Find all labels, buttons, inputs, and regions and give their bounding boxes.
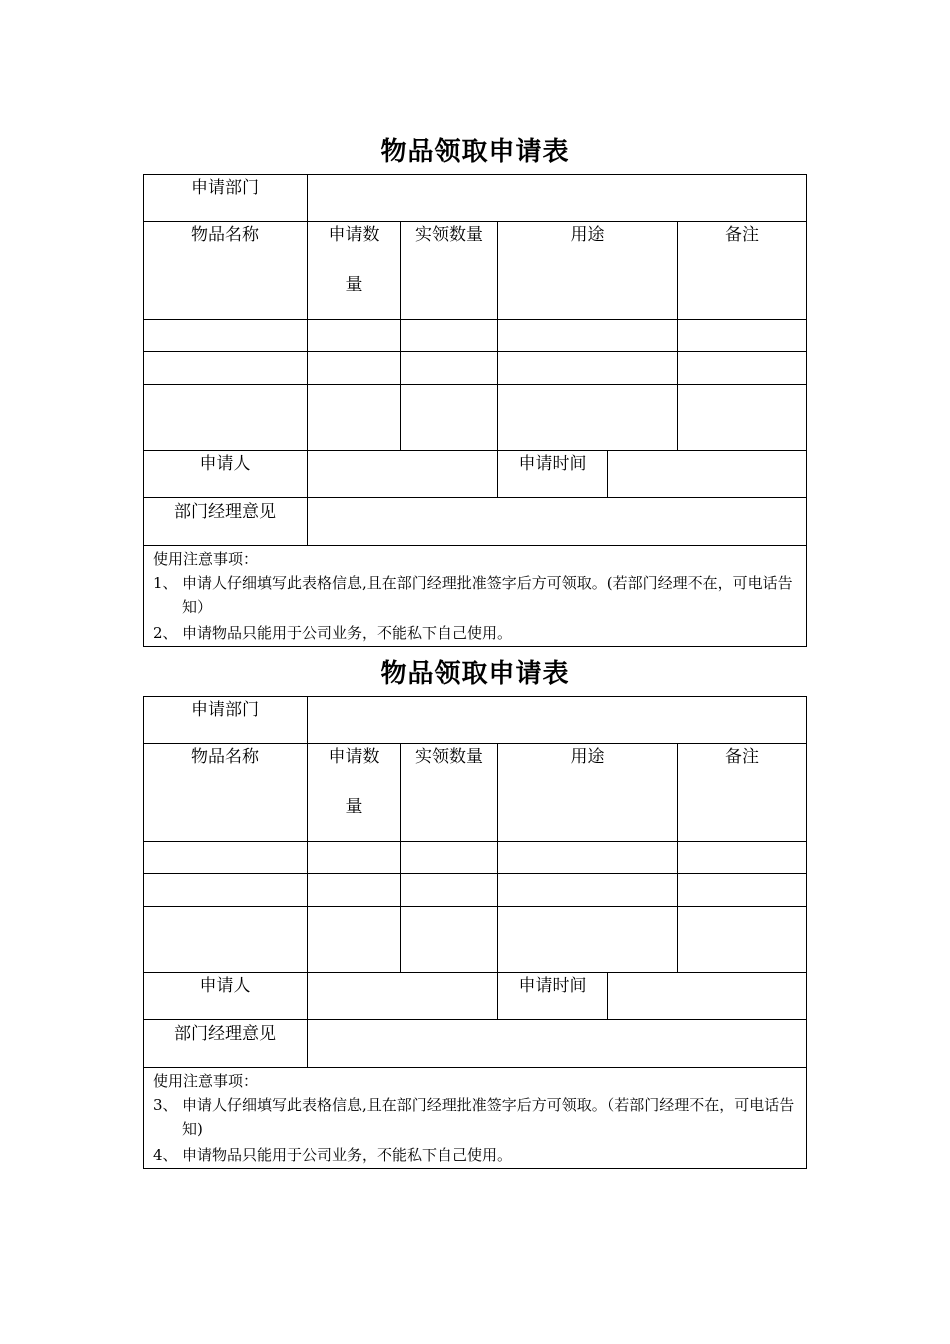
item-name-header: 物品名称: [191, 225, 259, 245]
manager-opinion-label: 部门经理意见: [174, 1024, 276, 1044]
apply-time-label: 申请时间: [518, 454, 587, 474]
application-form-table: [143, 174, 807, 647]
actual-qty-header: 实领数量: [415, 225, 483, 245]
remarks-header: 备注: [725, 225, 759, 245]
notes-title: 使用注意事项：: [153, 550, 259, 568]
form-title: 物品领取申请表: [380, 659, 570, 689]
note-number: 1、: [153, 574, 178, 592]
requested-qty-header-line2: 量: [345, 275, 363, 295]
department-label: 申请部门: [191, 700, 259, 720]
applicant-field[interactable]: [308, 973, 497, 1019]
manager-opinion-field[interactable]: [308, 1020, 806, 1067]
requested-qty-header-line1: 申请数: [328, 747, 380, 767]
requested-qty-header-line1: 申请数: [328, 225, 380, 245]
note-text: 申请人仔细填写此表格信息,且在部门经理批准签字后方可领取。（若部门经理不在，可电话告知): [182, 1096, 795, 1138]
actual-qty-header: 实领数量: [415, 747, 483, 767]
notes-title: 使用注意事项：: [153, 1072, 259, 1090]
applicant-label: 申请人: [199, 454, 251, 474]
apply-time-field[interactable]: [608, 451, 806, 497]
application-form-table: [143, 696, 807, 1169]
requested-qty-header-line2: 量: [345, 797, 363, 817]
apply-time-label: 申请时间: [518, 976, 587, 996]
applicant-field[interactable]: [308, 451, 497, 497]
apply-time-field[interactable]: [608, 973, 806, 1019]
form-title: 物品领取申请表: [380, 137, 570, 167]
purpose-header: 用途: [570, 747, 605, 767]
remarks-header: 备注: [725, 747, 759, 767]
purpose-header: 用途: [570, 225, 605, 245]
note-number: 3、: [153, 1096, 178, 1114]
applicant-label: 申请人: [199, 976, 251, 996]
manager-opinion-label: 部门经理意见: [174, 502, 276, 522]
note-number: 4、: [153, 1146, 178, 1164]
note-text: 申请物品只能用于公司业务，不能私下自己使用。: [182, 624, 513, 642]
department-label: 申请部门: [191, 178, 259, 198]
department-field[interactable]: [308, 697, 806, 743]
manager-opinion-field[interactable]: [308, 498, 806, 545]
note-number: 2、: [153, 624, 178, 642]
item-name-header: 物品名称: [191, 747, 259, 767]
note-text: 申请物品只能用于公司业务，不能私下自己使用。: [182, 1146, 513, 1164]
note-text: 申请人仔细填写此表格信息,且在部门经理批准签字后方可领取。(若部门经理不在，可电话告知）: [182, 574, 793, 616]
department-field[interactable]: [308, 175, 806, 221]
